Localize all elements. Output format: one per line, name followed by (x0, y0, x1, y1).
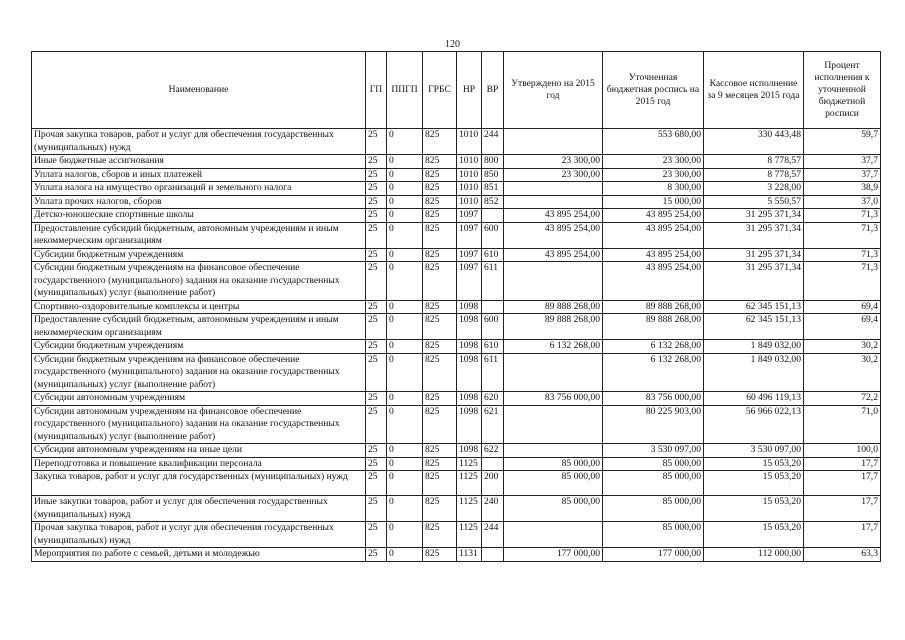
table-row (32, 195, 881, 209)
cell-np: 1125 (457, 457, 482, 471)
cell-approved: 43 895 254,00 (504, 209, 603, 223)
cell-percent: 59,7 (804, 129, 881, 155)
table-header-row (32, 52, 881, 129)
cell-np: 1098 (457, 300, 482, 314)
cell-np: 1098 (457, 392, 482, 406)
cell-cash: 62 345 151,13 (704, 300, 804, 314)
cell-grbs: 825 (423, 222, 457, 248)
header-vr: ВР (482, 52, 504, 129)
table-row (32, 300, 881, 314)
cell-ppgp: 0 (387, 471, 423, 496)
cell-percent: 37,7 (804, 155, 881, 169)
cell-revised: 43 895 254,00 (603, 209, 704, 223)
cell-grbs: 825 (423, 471, 457, 496)
cell-ppgp: 0 (387, 548, 423, 562)
cell-gp: 25 (366, 182, 387, 196)
cell-name: Субсидии бюджетным учреждениям (32, 340, 366, 354)
cell-cash: 60 496 119,13 (704, 392, 804, 406)
cell-vr: 244 (482, 129, 504, 155)
cell-approved: 89 888 268,00 (504, 314, 603, 340)
cell-cash: 31 295 371,34 (704, 262, 804, 301)
cell-approved: 177 000,00 (504, 548, 603, 562)
cell-np: 1125 (457, 471, 482, 496)
header-name: Наименование (32, 52, 366, 129)
table-row (32, 522, 881, 548)
header-gp: ГП (366, 52, 387, 129)
cell-approved: 85 000,00 (504, 457, 603, 471)
cell-vr: 852 (482, 195, 504, 209)
cell-grbs: 825 (423, 405, 457, 444)
cell-vr: 600 (482, 222, 504, 248)
cell-gp: 25 (366, 155, 387, 169)
table-row (32, 392, 881, 406)
cell-revised: 15 000,00 (603, 195, 704, 209)
cell-revised: 85 000,00 (603, 522, 704, 548)
cell-revised: 6 132 268,00 (603, 340, 704, 354)
cell-revised: 85 000,00 (603, 471, 704, 496)
cell-approved: 6 132 268,00 (504, 340, 603, 354)
table-row (32, 405, 881, 444)
cell-name: Детско-юношеские спортивные школы (32, 209, 366, 223)
cell-percent: 71,3 (804, 209, 881, 223)
cell-name: Иные закупки товаров, работ и услуг для обеспечения государственных (муниципальных) нужд (32, 496, 366, 522)
cell-np: 1098 (457, 314, 482, 340)
cell-name: Субсидии бюджетным учреждениям на финансовое обеспечение государственного (муниципального) задания на оказание государственных (муниципальных) услуг (выполнение работ) (32, 353, 366, 392)
cell-gp: 25 (366, 548, 387, 562)
cell-grbs: 825 (423, 209, 457, 223)
cell-cash: 31 295 371,34 (704, 209, 804, 223)
cell-np: 1010 (457, 129, 482, 155)
cell-cash: 15 053,20 (704, 496, 804, 522)
cell-approved: 43 895 254,00 (504, 222, 603, 248)
cell-revised: 43 895 254,00 (603, 248, 704, 262)
cell-cash: 56 966 022,13 (704, 405, 804, 444)
cell-np: 1098 (457, 405, 482, 444)
cell-approved (504, 129, 603, 155)
cell-vr: 622 (482, 444, 504, 458)
cell-ppgp: 0 (387, 314, 423, 340)
cell-gp: 25 (366, 471, 387, 496)
cell-revised: 553 680,00 (603, 129, 704, 155)
cell-percent: 30,2 (804, 340, 881, 354)
cell-percent: 17,7 (804, 471, 881, 496)
cell-approved (504, 405, 603, 444)
table-row (32, 262, 881, 301)
cell-percent: 69,4 (804, 300, 881, 314)
cell-ppgp: 0 (387, 340, 423, 354)
cell-grbs: 825 (423, 129, 457, 155)
cell-cash: 1 849 032,00 (704, 340, 804, 354)
header-np: НР (457, 52, 482, 129)
cell-np: 1097 (457, 248, 482, 262)
cell-approved (504, 182, 603, 196)
cell-revised: 85 000,00 (603, 457, 704, 471)
cell-grbs: 825 (423, 340, 457, 354)
cell-revised: 80 225 903,00 (603, 405, 704, 444)
cell-grbs: 825 (423, 262, 457, 301)
cell-gp: 25 (366, 457, 387, 471)
cell-gp: 25 (366, 248, 387, 262)
cell-ppgp: 0 (387, 168, 423, 182)
cell-revised: 89 888 268,00 (603, 314, 704, 340)
cell-ppgp: 0 (387, 457, 423, 471)
cell-revised: 85 000,00 (603, 496, 704, 522)
cell-name: Спортивно-оздоровительные комплексы и центры (32, 300, 366, 314)
table-row (32, 248, 881, 262)
cell-approved (504, 262, 603, 301)
cell-percent: 71,3 (804, 248, 881, 262)
cell-ppgp: 0 (387, 522, 423, 548)
cell-np: 1131 (457, 548, 482, 562)
table-row (32, 496, 881, 522)
cell-percent: 37,7 (804, 168, 881, 182)
cell-approved: 85 000,00 (504, 496, 603, 522)
cell-percent: 17,7 (804, 496, 881, 522)
table-row (32, 444, 881, 458)
cell-ppgp: 0 (387, 195, 423, 209)
cell-gp: 25 (366, 340, 387, 354)
cell-cash: 62 345 151,13 (704, 314, 804, 340)
cell-gp: 25 (366, 353, 387, 392)
cell-name: Переподготовка и повышение квалификации персонала (32, 457, 366, 471)
cell-name: Прочая закупка товаров, работ и услуг для обеспечения государственных (муниципальных) нужд (32, 522, 366, 548)
cell-grbs: 825 (423, 522, 457, 548)
cell-cash: 15 053,20 (704, 522, 804, 548)
cell-vr: 600 (482, 314, 504, 340)
cell-approved: 89 888 268,00 (504, 300, 603, 314)
cell-grbs: 825 (423, 168, 457, 182)
table-row (32, 548, 881, 562)
cell-gp: 25 (366, 222, 387, 248)
table-row (32, 222, 881, 248)
cell-grbs: 825 (423, 155, 457, 169)
budget-table (31, 51, 881, 562)
cell-percent: 17,7 (804, 522, 881, 548)
cell-revised: 3 530 097,00 (603, 444, 704, 458)
cell-revised: 23 300,00 (603, 168, 704, 182)
cell-vr: 610 (482, 248, 504, 262)
cell-grbs: 825 (423, 248, 457, 262)
cell-gp: 25 (366, 195, 387, 209)
cell-grbs: 825 (423, 314, 457, 340)
cell-np: 1010 (457, 182, 482, 196)
table-row (32, 129, 881, 155)
cell-gp: 25 (366, 129, 387, 155)
cell-revised: 8 300,00 (603, 182, 704, 196)
cell-vr (482, 457, 504, 471)
cell-name: Субсидии автономным учреждениям на финансовое обеспечение государственного (муниципального) задания на оказание государственных (муниципальных) услуг (выполнение работ) (32, 405, 366, 444)
cell-name: Уплата налога на имущество организаций и земельного налога (32, 182, 366, 196)
cell-grbs: 825 (423, 182, 457, 196)
table-row (32, 353, 881, 392)
cell-name: Мероприятия по работе с семьей, детьми и молодежью (32, 548, 366, 562)
header-grbs: ГРБС (423, 52, 457, 129)
cell-revised: 23 300,00 (603, 155, 704, 169)
cell-grbs: 825 (423, 195, 457, 209)
cell-vr: 850 (482, 168, 504, 182)
table-row (32, 340, 881, 354)
cell-name: Предоставление субсидий бюджетным, автономным учреждениям и иным некоммерческим организациям (32, 222, 366, 248)
cell-np: 1097 (457, 262, 482, 301)
cell-cash: 112 000,00 (704, 548, 804, 562)
cell-cash: 8 778,57 (704, 155, 804, 169)
cell-cash: 31 295 371,34 (704, 222, 804, 248)
cell-gp: 25 (366, 444, 387, 458)
table-row (32, 155, 881, 169)
table-row (32, 182, 881, 196)
cell-approved: 85 000,00 (504, 471, 603, 496)
cell-approved: 83 756 000,00 (504, 392, 603, 406)
cell-gp: 25 (366, 262, 387, 301)
cell-grbs: 825 (423, 353, 457, 392)
cell-ppgp: 0 (387, 392, 423, 406)
table-row (32, 314, 881, 340)
cell-vr: 240 (482, 496, 504, 522)
cell-percent: 17,7 (804, 457, 881, 471)
cell-cash: 3 530 097,00 (704, 444, 804, 458)
cell-cash: 31 295 371,34 (704, 248, 804, 262)
cell-ppgp: 0 (387, 262, 423, 301)
cell-vr: 851 (482, 182, 504, 196)
cell-ppgp: 0 (387, 248, 423, 262)
cell-gp: 25 (366, 522, 387, 548)
cell-np: 1010 (457, 195, 482, 209)
cell-name: Иные бюджетные ассигнования (32, 155, 366, 169)
cell-vr: 621 (482, 405, 504, 444)
cell-approved (504, 353, 603, 392)
cell-ppgp: 0 (387, 444, 423, 458)
cell-revised: 43 895 254,00 (603, 222, 704, 248)
cell-cash: 3 228,00 (704, 182, 804, 196)
cell-name: Закупка товаров, работ и услуг для государственных (муниципальных) нужд (32, 471, 366, 496)
cell-gp: 25 (366, 300, 387, 314)
cell-np: 1097 (457, 222, 482, 248)
table-row (32, 471, 881, 496)
table-row (32, 209, 881, 223)
cell-np: 1098 (457, 444, 482, 458)
cell-cash: 8 778,57 (704, 168, 804, 182)
cell-ppgp: 0 (387, 155, 423, 169)
cell-grbs: 825 (423, 300, 457, 314)
cell-ppgp: 0 (387, 182, 423, 196)
cell-name: Прочая закупка товаров, работ и услуг для обеспечения государственных (муниципальных) нужд (32, 129, 366, 155)
cell-approved (504, 444, 603, 458)
cell-percent: 63,3 (804, 548, 881, 562)
cell-approved: 23 300,00 (504, 168, 603, 182)
cell-np: 1010 (457, 155, 482, 169)
cell-percent: 71,0 (804, 405, 881, 444)
cell-vr: 244 (482, 522, 504, 548)
cell-ppgp: 0 (387, 405, 423, 444)
cell-vr: 611 (482, 262, 504, 301)
cell-grbs: 825 (423, 457, 457, 471)
cell-name: Субсидии автономным учреждениям на иные цели (32, 444, 366, 458)
cell-cash: 330 443,48 (704, 129, 804, 155)
cell-gp: 25 (366, 168, 387, 182)
cell-grbs: 825 (423, 496, 457, 522)
cell-approved: 43 895 254,00 (504, 248, 603, 262)
cell-revised: 43 895 254,00 (603, 262, 704, 301)
cell-name: Предоставление субсидий бюджетным, автономным учреждениям и иным некоммерческим организациям (32, 314, 366, 340)
cell-percent: 72,2 (804, 392, 881, 406)
cell-grbs: 825 (423, 392, 457, 406)
cell-percent: 71,3 (804, 222, 881, 248)
cell-approved (504, 522, 603, 548)
cell-np: 1098 (457, 340, 482, 354)
cell-ppgp: 0 (387, 300, 423, 314)
cell-ppgp: 0 (387, 209, 423, 223)
cell-vr: 800 (482, 155, 504, 169)
cell-gp: 25 (366, 314, 387, 340)
cell-percent: 71,3 (804, 262, 881, 301)
cell-revised: 6 132 268,00 (603, 353, 704, 392)
cell-np: 1125 (457, 496, 482, 522)
cell-percent: 69,4 (804, 314, 881, 340)
cell-vr: 200 (482, 471, 504, 496)
header-cash: Кассовое исполнение за 9 месяцев 2015 года (704, 52, 804, 129)
cell-vr: 611 (482, 353, 504, 392)
cell-cash: 5 550,57 (704, 195, 804, 209)
cell-vr: 620 (482, 392, 504, 406)
cell-percent: 100,0 (804, 444, 881, 458)
cell-gp: 25 (366, 496, 387, 522)
cell-name: Субсидии бюджетным учреждениям (32, 248, 366, 262)
header-ppgp: ППГП (387, 52, 423, 129)
cell-grbs: 825 (423, 548, 457, 562)
cell-np: 1125 (457, 522, 482, 548)
cell-revised: 83 756 000,00 (603, 392, 704, 406)
header-approved: Утверждено на 2015 год (504, 52, 603, 129)
cell-gp: 25 (366, 405, 387, 444)
cell-name: Субсидии автономным учреждениям (32, 392, 366, 406)
header-percent: Процент исполнения к уточненной бюджетной росписи (804, 52, 881, 129)
cell-revised: 177 000,00 (603, 548, 704, 562)
cell-cash: 1 849 032,00 (704, 353, 804, 392)
page-number: 120 (445, 39, 460, 50)
cell-vr (482, 300, 504, 314)
cell-vr: 610 (482, 340, 504, 354)
table-row (32, 168, 881, 182)
cell-name: Уплата прочих налогов, сборов (32, 195, 366, 209)
table-row (32, 457, 881, 471)
cell-cash: 15 053,20 (704, 471, 804, 496)
cell-approved: 23 300,00 (504, 155, 603, 169)
header-revised: Уточненная бюджетная роспись на 2015 год (603, 52, 704, 129)
cell-gp: 25 (366, 209, 387, 223)
cell-grbs: 825 (423, 444, 457, 458)
cell-ppgp: 0 (387, 129, 423, 155)
cell-percent: 37,0 (804, 195, 881, 209)
cell-vr (482, 548, 504, 562)
cell-gp: 25 (366, 392, 387, 406)
cell-percent: 38,9 (804, 182, 881, 196)
cell-np: 1098 (457, 353, 482, 392)
cell-name: Уплата налогов, сборов и иных платежей (32, 168, 366, 182)
cell-ppgp: 0 (387, 353, 423, 392)
cell-np: 1097 (457, 209, 482, 223)
cell-name: Субсидии бюджетным учреждениям на финансовое обеспечение государственного (муниципального) задания на оказание государственных (муниципальных) услуг (выполнение работ) (32, 262, 366, 301)
cell-ppgp: 0 (387, 496, 423, 522)
cell-cash: 15 053,20 (704, 457, 804, 471)
cell-percent: 30,2 (804, 353, 881, 392)
cell-np: 1010 (457, 168, 482, 182)
cell-ppgp: 0 (387, 222, 423, 248)
cell-revised: 89 888 268,00 (603, 300, 704, 314)
cell-approved (504, 195, 603, 209)
cell-vr (482, 209, 504, 223)
